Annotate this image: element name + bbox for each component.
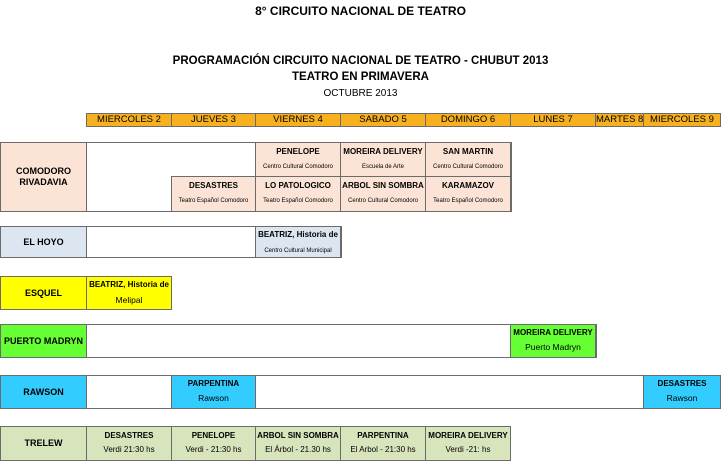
show-venue: Centro Cultural Comodoro [262,164,334,170]
city-label-puerto-madryn: PUERTO MADRYN [0,324,87,358]
day-header-domingo-6: DOMINGO 6 [425,113,511,127]
show-venue: El Árbol - 21.30 hs [265,445,331,454]
show-venue: Teatro Español Comodoro [178,198,249,204]
show-cell [255,426,341,461]
program-month: OCTUBRE 2013 [323,88,398,99]
page-title: 8° CIRCUITO NACIONAL DE TEATRO [255,4,466,18]
day-header-miercoles-2: MIERCOLES 2 [86,113,172,127]
show-venue: Teatro Español Comodoro [263,198,333,204]
show-cell [425,176,511,212]
show-name: MOREIRA DELIVERY [428,431,508,440]
city-label-comodoro: COMODORO RIVADAVIA [0,142,87,212]
show-cell [340,142,426,177]
show-name: LO PATOLOGICO [265,181,331,190]
city-label-rawson: RAWSON [0,375,87,409]
show-name: KARAMAZOV [442,181,494,190]
show-venue: Rawson [666,393,698,403]
show-cell [340,176,426,212]
show-cell [171,176,256,212]
city-label-trelew: TRELEW [0,426,87,461]
show-cell [425,426,511,461]
day-header-miercoles-9: MIERCOLES 9 [643,113,721,127]
show-name: DESASTRES [104,431,154,440]
show-name: DESASTRES [657,379,707,388]
show-name: PENELOPE [191,431,236,440]
show-name: PARPENTINA [187,379,240,388]
show-cell [425,142,511,177]
show-venue: Centro Cultural Municipal [264,248,332,254]
show-venue: Melipal [115,295,143,305]
city-label-el-hoyo: EL HOYO [0,226,87,258]
show-venue: Puerto Madryn [525,342,581,352]
show-venue: Verdi - 21:30 hs [185,445,242,454]
day-header-lunes-7: LUNES 7 [510,113,596,127]
show-name: PENELOPE [276,147,320,156]
show-name: MOREIRA DELIVERY [513,328,593,337]
show-venue: El Arbol - 21:30 hs [350,445,416,454]
show-venue: Centro Cultural Comodoro [347,198,419,204]
city-label-esquel: ESQUEL [0,276,87,310]
show-venue: Escuela de Arte [361,164,405,170]
day-header-sabado-5: SABADO 5 [340,113,426,127]
show-cell [255,176,341,212]
program-subtitle: TEATRO EN PRIMAVERA [292,71,429,83]
show-venue: Centro Cultural Comodoro [432,164,504,170]
show-venue: Verdi -21: hs [445,445,491,454]
day-header-martes-8: MARTES 8 [596,114,644,125]
show-venue: Teatro Español Comodoro [433,198,503,204]
show-cell [86,276,172,310]
show-name: BEATRIZ, Historia de [258,230,338,239]
show-name: PARPENTINA [357,431,409,440]
show-name: SAN MARTIN [442,147,494,156]
day-header-jueves-3: JUEVES 3 [171,113,256,127]
day-header-viernes-4: VIERNES 4 [255,113,341,127]
show-cell [255,226,341,258]
show-cell [171,426,256,461]
show-cell [86,426,172,461]
program-title: PROGRAMACIÓN CIRCUITO NACIONAL DE TEATRO - CHUBUT 2013 [172,55,549,67]
show-venue: Rawson [198,393,229,403]
show-cell [171,375,256,409]
show-name: BEATRIZ, Historia de [89,280,169,289]
show-cell [340,426,426,461]
show-cell [255,142,341,177]
show-venue: Verdi 21:30 hs [103,445,155,454]
show-name: ARBOL SIN SOMBRA [342,181,424,190]
show-name: ARBOL SIN SOMBRA [257,431,339,440]
show-name: DESASTRES [189,181,238,190]
show-cell [643,375,721,409]
show-name: MOREIRA DELIVERY [343,147,423,156]
show-cell [510,324,596,358]
